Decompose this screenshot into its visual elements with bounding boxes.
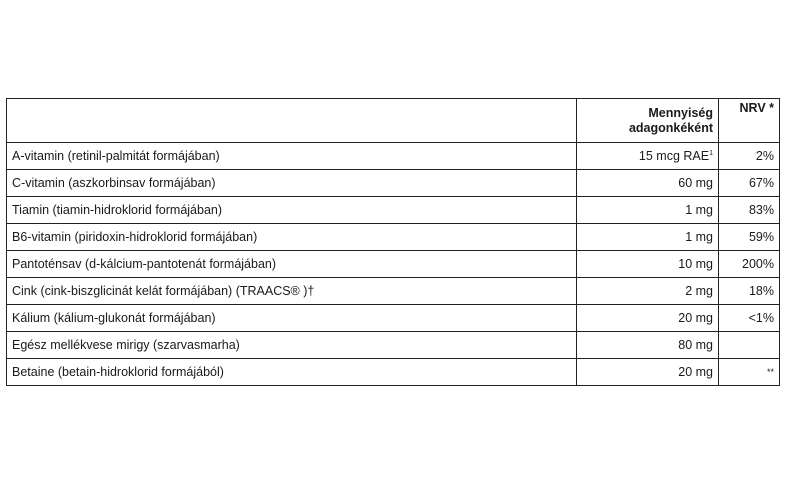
nutrient-nrv-cell: 67% [719,170,780,197]
nutrient-name-cell: Cink (cink-biszglicinát kelát formájában) (TRAACS® )† [7,278,577,305]
nutrient-amount-value: 1 mg [685,230,713,244]
nutrient-name-cell: Kálium (kálium-glukonát formájában) [7,305,577,332]
header-amount-cell [577,99,719,143]
nutrient-amount-value: 1 mg [685,203,713,217]
nutrition-facts-table [6,98,780,386]
nutrient-amount-value: 20 mg [678,311,713,325]
table-body [7,143,780,386]
nutrient-nrv-cell: 59% [719,224,780,251]
nutrient-nrv-cell: 83% [719,197,780,224]
table-row [7,170,780,197]
nutrient-amount-cell [577,305,719,332]
nutrient-amount-cell [577,143,719,170]
nutrient-amount-cell [577,197,719,224]
nutrient-name-cell: Betaine (betain-hidroklorid formájából) [7,359,577,386]
nutrient-nrv-cell [719,332,780,359]
table-row [7,278,780,305]
nutrient-amount-value: 20 mg [678,365,713,379]
nutrient-amount-value: 60 mg [678,176,713,190]
nutrient-amount-cell [577,359,719,386]
table-row [7,332,780,359]
nutrient-nrv-cell: 2% [719,143,780,170]
nutrient-name-cell: C-vitamin (aszkorbinsav formájában) [7,170,577,197]
header-name-cell [7,99,577,143]
nutrient-amount-cell [577,278,719,305]
header-nrv-cell: NRV * [719,99,780,143]
table-row [7,359,780,386]
nutrient-amount-cell [577,224,719,251]
nutrient-nrv-cell: <1% [719,305,780,332]
footnote-reference: 1 [709,149,713,157]
nutrient-amount-value: 80 mg [678,338,713,352]
table-row [7,305,780,332]
nutrient-nrv-cell: ** [719,359,780,386]
table-row [7,224,780,251]
nutrient-name-cell: Tiamin (tiamin-hidroklorid formájában) [7,197,577,224]
table-row [7,143,780,170]
table-row [7,197,780,224]
nutrient-name-cell: A-vitamin (retinil-palmitát formájában) [7,143,577,170]
nutrient-name-cell: B6-vitamin (piridoxin-hidroklorid formájában) [7,224,577,251]
header-amount-line1: Mennyiség [648,105,713,120]
nutrient-nrv-cell: 200% [719,251,780,278]
nutrient-amount-cell [577,251,719,278]
table-row [7,251,780,278]
nutrient-amount-value: 10 mg [678,257,713,271]
nutrient-amount-cell [577,170,719,197]
nutrient-nrv-cell: 18% [719,278,780,305]
header-amount-line2: adagonkéként [628,120,713,135]
nutrient-amount-value: 2 mg [685,284,713,298]
nutrient-amount-value: 15 mcg RAE [638,149,710,163]
nutrient-amount-cell [577,332,719,359]
nutrient-name-cell: Pantoténsav (d-kálcium-pantotenát formájában) [7,251,577,278]
table-header-row [7,99,780,143]
nutrient-name-cell: Egész mellékvese mirigy (szarvasmarha) [7,332,577,359]
